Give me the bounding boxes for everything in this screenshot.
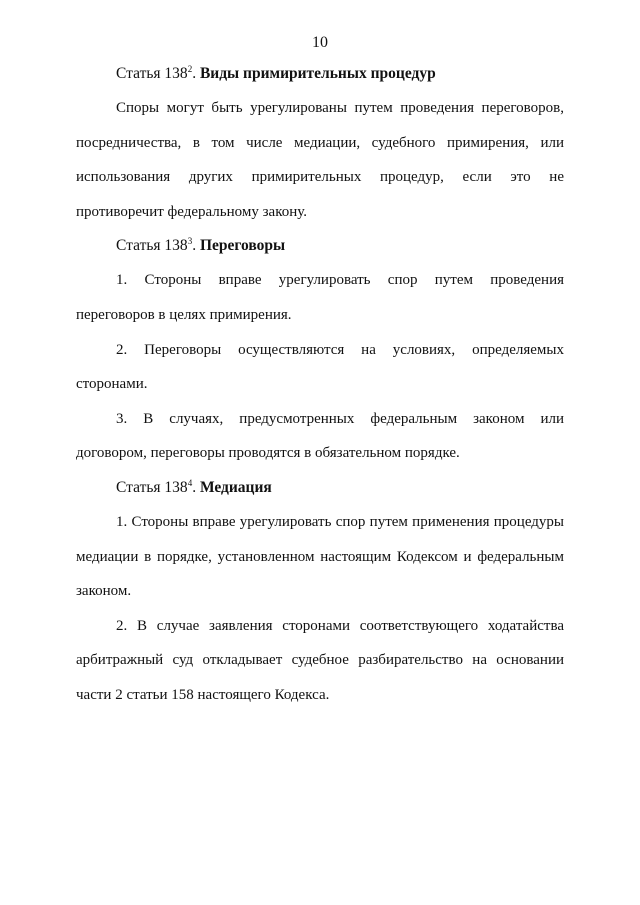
page-number: 10 — [312, 34, 328, 51]
article-138-4 — [76, 471, 564, 713]
article-paragraph: 1. Стороны вправе урегулировать спор путем применения процедуры медиации в порядке, установленном настоящим Кодексом и федеральным законом. — [76, 513, 564, 600]
article-prefix: Статья 138 — [116, 237, 188, 255]
article-superscript: 2 — [187, 64, 193, 74]
article-heading: Статья $138^3$. Переговоры — [116, 236, 286, 255]
article-paragraph: Споры могут быть урегулированы путем проведения переговоров, посредничества, в том числе медиации, судебного примирения, или использования других примирительных процедур, если это не противоречит федеральному закону. — [76, 100, 564, 220]
article-paragraph: 2. В случае заявления сторонами соответствующего ходатайства арбитражный суд откладывает судебное разбирательство на основании части 2 статьи 158 настоящего Кодекса. — [76, 617, 564, 703]
article-paragraph: 1. Стороны вправе урегулировать спор путем проведения переговоров в целях примирения. — [76, 272, 564, 323]
article-138-3 — [76, 229, 564, 471]
article-paragraph: 2. Переговоры осуществляются на условиях, определяемых сторонами. — [76, 341, 564, 393]
article-heading: Статья $138^4$. Медиация — [116, 477, 272, 496]
article-prefix: Статья 138 — [116, 65, 188, 82]
article-title: Переговоры — [199, 237, 286, 255]
article-superscript: 4 — [187, 477, 193, 488]
article-138-2 — [76, 57, 564, 229]
article-heading: Статья $138^2$. Виды примирительных процедур — [116, 64, 436, 82]
document-body — [76, 57, 564, 713]
article-superscript: 3 — [187, 236, 193, 247]
article-title: Виды примирительных процедур — [199, 65, 436, 82]
article-paragraph: 3. В случаях, предусмотренных федеральным законом или договором, переговоры проводятся в обязательном порядке. — [76, 410, 564, 462]
article-prefix: Статья 138 — [116, 478, 188, 496]
article-title: Медиация — [199, 478, 272, 496]
